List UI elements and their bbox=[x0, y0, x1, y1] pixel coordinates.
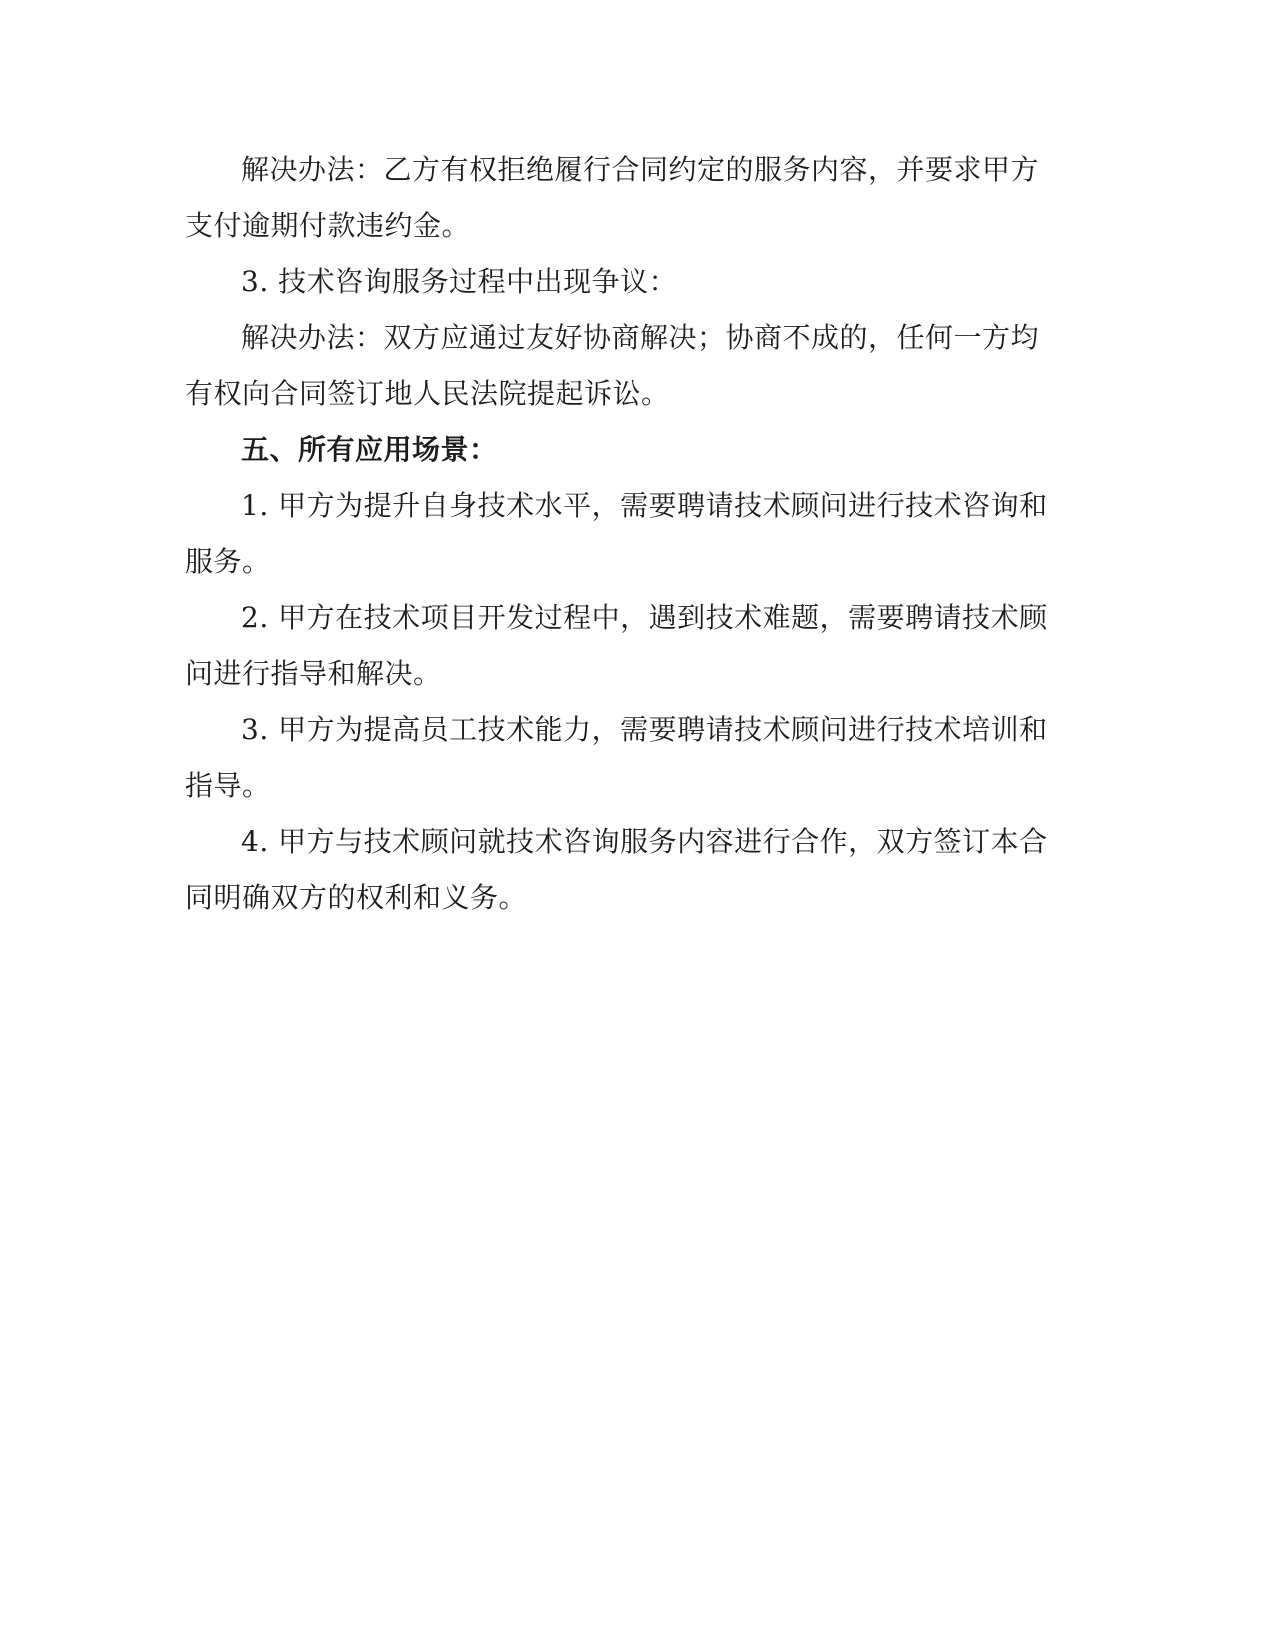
scenario-item-1: 1. 甲方为提升自身技术水平，需要聘请技术顾问进行技术咨询和服务。 bbox=[185, 489, 1048, 578]
paragraph-item-3-dispute: 3. 技术咨询服务过程中出现争议： bbox=[241, 265, 678, 298]
scenario-item-4: 4. 甲方与技术顾问就技术咨询服务内容进行合作，双方签订本合同明确双方的权利和义务。 bbox=[185, 825, 1048, 914]
scenario-item-2: 2. 甲方在技术项目开发过程中，遇到技术难题，需要聘请技术顾问进行指导和解决。 bbox=[185, 601, 1048, 690]
scenario-item-3: 3. 甲方为提高员工技术能力，需要聘请技术顾问进行技术培训和指导。 bbox=[185, 713, 1048, 802]
paragraph-remedy-overdue-payment: 解决办法：乙方有权拒绝履行合同约定的服务内容，并要求甲方支付逾期付款违约金。 bbox=[185, 153, 1040, 242]
document-body bbox=[185, 142, 1065, 926]
paragraph-remedy-dispute: 解决办法：双方应通过友好协商解决；协商不成的，任何一方均有权向合同签订地人民法院提起诉讼。 bbox=[185, 321, 1040, 410]
section-heading-application-scenarios: 五、所有应用场景： bbox=[241, 433, 498, 466]
